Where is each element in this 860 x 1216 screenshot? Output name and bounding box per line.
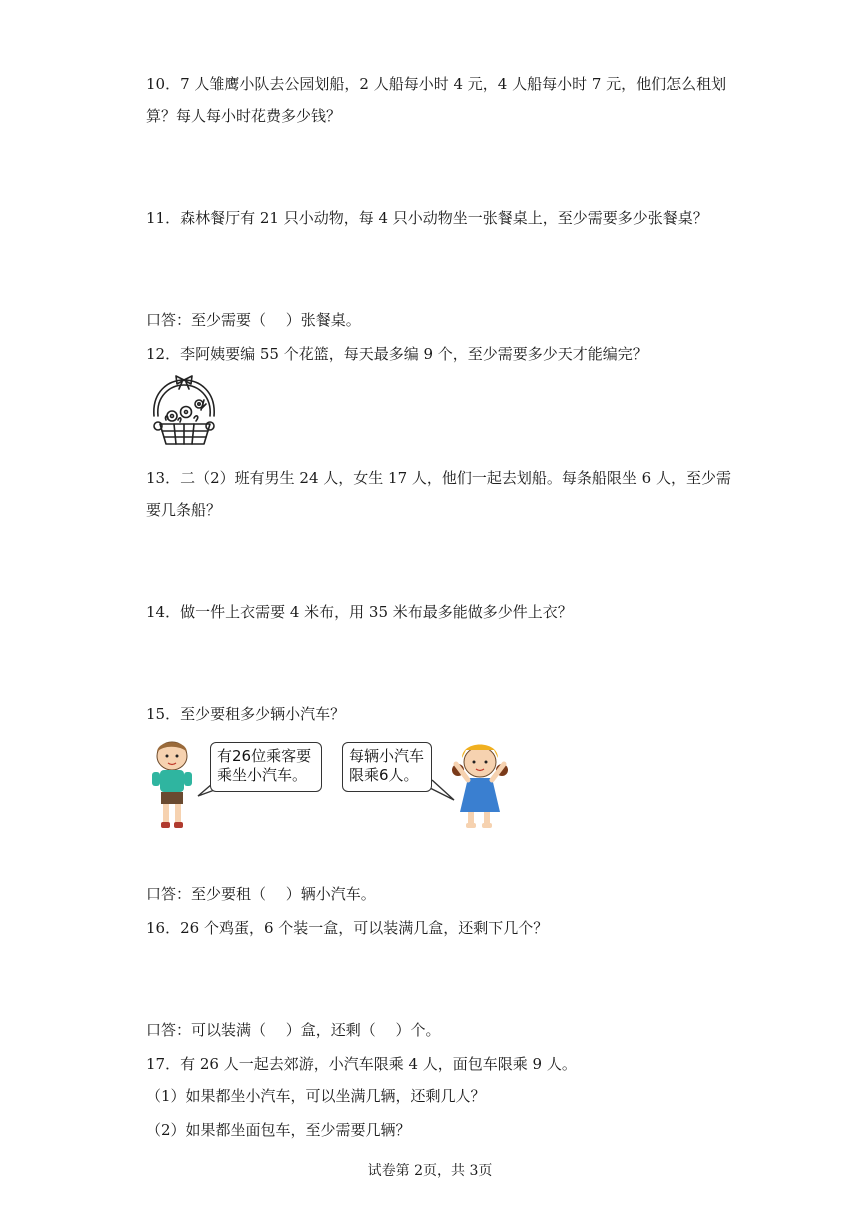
boy-figure (152, 742, 192, 828)
girl-figure (452, 745, 508, 829)
q13-line2: 要几条船？ (146, 501, 222, 519)
q15-line1: 15．至少要租多少辆小汽车？ (146, 705, 346, 723)
q17-line1: 17．有 26 人一起去郊游，小汽车限乘 4 人，面包车限乘 9 人。 (146, 1055, 577, 1073)
q11-answer: 口答：至少需要（ ）张餐桌。 (146, 311, 361, 329)
q13-line1: 13．二（2）班有男生 24 人，女生 17 人，他们一起去划船。每条船限坐 6 人，至少需 (146, 469, 731, 487)
q16-answer: 口答：可以装满（ ）盒，还剩（ ）个。 (146, 1021, 441, 1039)
bubble-left-line1: 有26位乘客要 (217, 747, 312, 765)
speech-bubble-passengers (210, 742, 322, 792)
q11-line1: 11．森林餐厅有 21 只小动物，每 4 只小动物坐一张餐桌上，至少需要多少张餐桌？ (146, 209, 708, 227)
q17-sub1: （1）如果都坐小汽车，可以坐满几辆，还剩几人？ (146, 1087, 486, 1105)
q17-sub2: （2）如果都坐面包车，至少需要几辆？ (146, 1121, 411, 1139)
q12-line1: 12．李阿姨要编 55 个花篮，每天最多编 9 个，至少需要多少天才能编完？ (146, 345, 648, 363)
q15-answer: 口答：至少要租（ ）辆小汽车。 (146, 885, 376, 903)
q16-line1: 16．26 个鸡蛋，6 个装一盒，可以装满几盒，还剩下几个？ (146, 919, 549, 937)
bubble-right-line2: 限乘6人。 (349, 766, 419, 784)
q10-line2: 算？每人每小时花费多少钱？ (146, 107, 342, 125)
bubble-left-line2: 乘坐小汽车。 (217, 766, 308, 784)
page-footer: 试卷第 2页，共 3页 (367, 1163, 493, 1179)
q14-line1: 14．做一件上衣需要 4 米布，用 35 米布最多能做多少件上衣？ (146, 603, 573, 621)
flower-basket-image (144, 374, 224, 450)
bubble-right-line1: 每辆小汽车 (349, 747, 425, 765)
speech-bubble-car-limit (342, 742, 432, 792)
q10-line1: 10．7 人雏鹰小队去公园划船，2 人船每小时 4 元，4 人船每小时 7 元，他们怎么租划 (146, 75, 727, 93)
